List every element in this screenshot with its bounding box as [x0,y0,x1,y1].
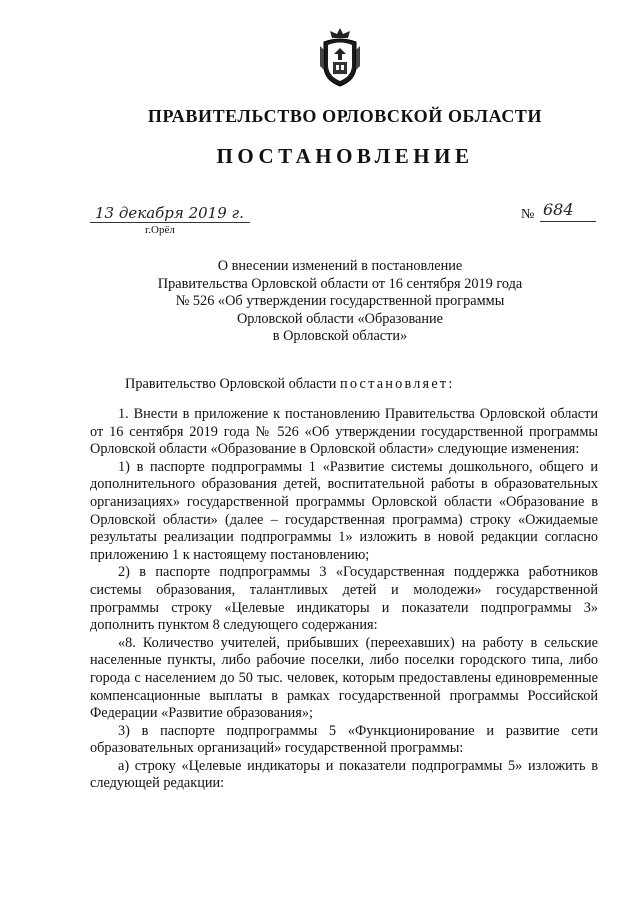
subject-line: Правительства Орловской области от 16 сентября 2019 года [157,275,523,292]
subject-line: Орловской области «Образование [236,310,444,327]
paragraph: «8. Количество учителей, прибывших (переехавших) на работу в сельские населенные пункты, либо рабочие поселки, либо поселки городского типа, либо города с населением до 50 тыс. человек, которым предоставлены единовременные компенсационные выплаты в рамках государственной программы Российской Федерации «Развитие образования»; [90,634,598,722]
date-underline [90,222,250,223]
paragraph: 1) в паспорте подпрограммы 1 «Развитие системы дошкольного, общего и дополнительного образования детей, воспитательной работы в образовательных организациях» государственной программы Орловской области «Образование в Орловской области» (далее – государственная программа) строку «Ожидаемые результаты реализации подпрограммы 1» изложить в новой редакции согласно приложению 1 к настоящему постановлению; [90,458,598,563]
handwritten-date: 13 декабря 2019 г. [95,204,244,222]
subject-line: в Орловской области» [272,328,408,345]
document-body [90,406,598,793]
paragraph: 2) в паспорте подпрограммы 3 «Государственная поддержка работников системы образования, талантливых детей и молодежи» государственной программы строку «Целевые индикаторы и показатели подпрограммы 3» дополнить пунктом 8 следующего содержания: [90,564,598,634]
subject-line: О внесении изменений в постановление [217,258,463,274]
coat-of-arms-icon [318,26,362,88]
preamble-verb: постановляет: [339,376,455,392]
preamble-lead: Правительство Орловской области [125,376,340,392]
handwritten-number: 684 [543,200,574,219]
paragraph: 3) в паспорте подпрограммы 5 «Функционирование и развитие сети образовательных организаций» государственной программы: [90,722,598,757]
number-label: № [521,207,535,222]
paragraph: 1. Внести в приложение к постановлению Правительства Орловской области от 16 сентября 2019 года № 526 «Об утверждении государственной программы Орловской области «Образование в Орловской области» следующие изменения: [90,406,598,458]
subject-line: № 526 «Об утверждении государственной программы [175,293,505,310]
number-underline [540,221,596,222]
organization-name: ПРАВИТЕЛЬСТВО ОРЛОВСКОЙ ОБЛАСТИ [147,106,543,126]
document-subject [130,258,550,346]
preamble [125,376,455,393]
city-label: г.Орёл [145,224,175,236]
paragraph: а) строку «Целевые индикаторы и показатели подпрограммы 5» изложить в следующей редакции: [90,757,598,792]
document-type: ПОСТАНОВЛЕНИЕ [216,144,474,168]
